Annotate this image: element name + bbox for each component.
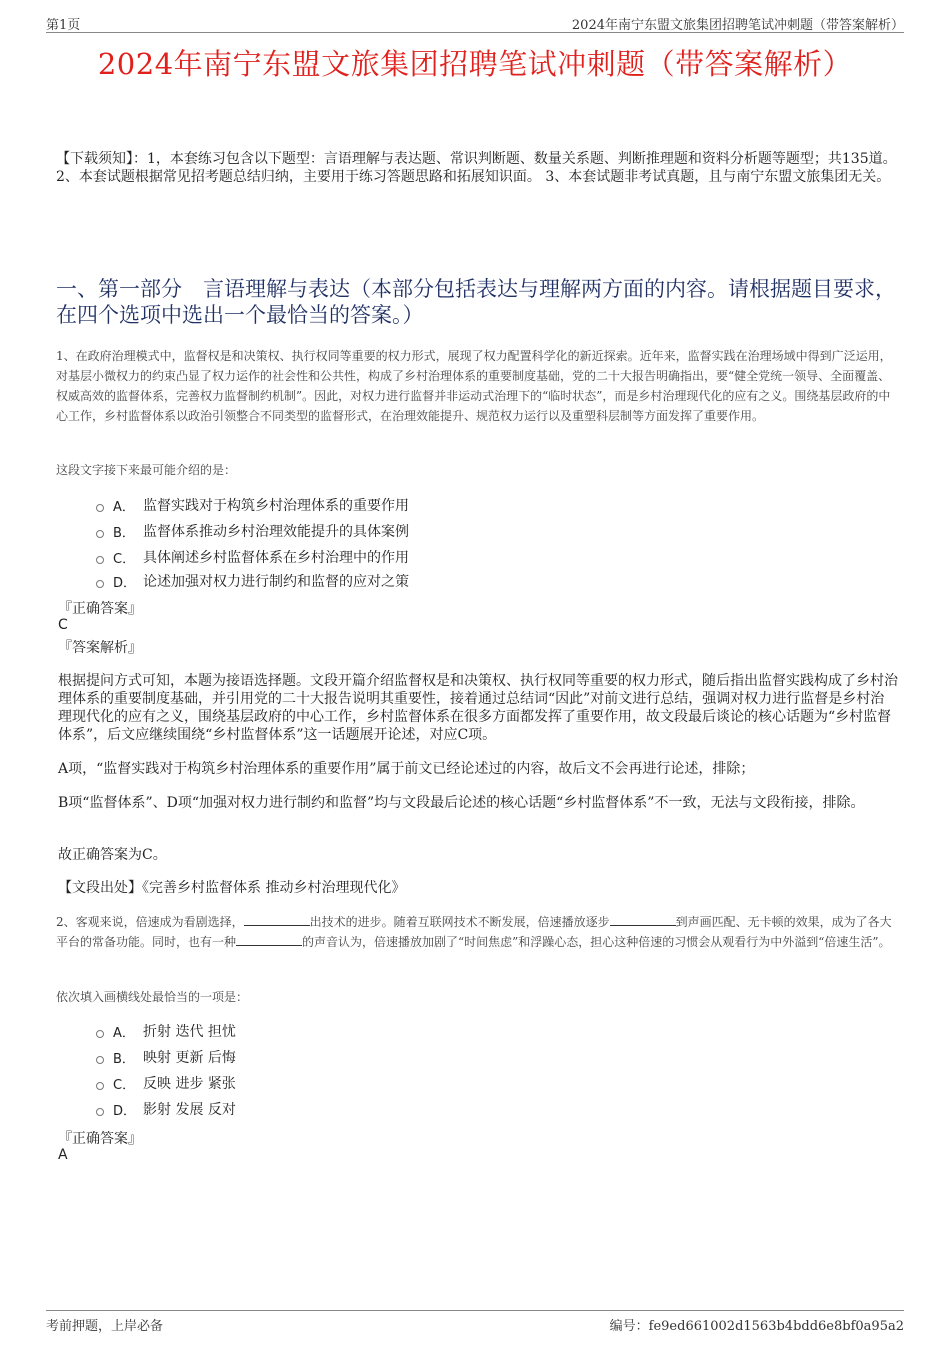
analysis-paragraph: 根据提问方式可知，本题为接语选择题。文段开篇介绍监督权是和决策权、执行权同等重要的权力形式，随后指出监督实践构成了乡村治理体系的重要制度基础，并引用党的二十大报告说明其重要性，接着通过总结词“因此”对前文进行总结，强调对权力进行监督是乡村治理现代化的应有之义，围绕基层政府的中心工作，乡村监督体系在很多方面都发挥了重要作用，故文段最后谈论的核心话题为“乡村监督体系”，后文应继续围绕“乡村监督体系”这一话题展开论述，对应C项。 <box>58 673 898 743</box>
option-d[interactable]: D． 论述加强对权力进行制约和监督的应对之策 <box>96 570 409 592</box>
answer-label: 『正确答案』 <box>58 1131 142 1147</box>
option-d[interactable]: D． 影射 发展 反对 <box>96 1096 236 1122</box>
radio-icon[interactable] <box>96 530 104 538</box>
fill-blank <box>236 933 302 946</box>
header-doc-title: 2024年南宁东盟文旅集团招聘笔试冲刺题（带答案解析） <box>571 18 904 33</box>
analysis-conclusion: 故正确答案为C。 <box>58 847 167 863</box>
question-1-prompt: 这段文字接下来最可能介绍的是： <box>56 463 237 477</box>
passage-source: 【文段出处】《完善乡村监督体系 推动乡村治理现代化》 <box>58 880 406 896</box>
question-1-options <box>96 492 409 592</box>
answer-value: A <box>58 1147 68 1163</box>
radio-icon[interactable] <box>96 556 104 564</box>
page-header <box>46 12 904 33</box>
page-footer <box>46 1310 904 1335</box>
analysis-paragraph: B项“监督体系”、D项“加强对权力进行制约和监督”均与文段最后论述的核心话题“乡村监督体系”不一致，无法与文段衔接，排除。 <box>58 795 865 811</box>
download-notice: 【下载须知】：1，本套练习包含以下题型：言语理解与表达题、常识判断题、数量关系题、判断推理题和资料分析题等题型；共135道。 2、本套试题根据常见招考题总结归纳，主要用于练习答题思路和拓展知识面。 3、本套试题非考试真题，且与南宁东盟文旅集团无关。 <box>56 151 897 185</box>
section-heading: 一、第一部分 言语理解与表达（本部分包括表达与理解两方面的内容。请根据题目要求，在四个选项中选出一个最恰当的答案。） <box>56 277 896 327</box>
question-2-text: 2、客观来说，倍速成为看剧选择， 出技术的进步。随着互联网技术不断发展，倍速播放逐步 到声画匹配、无卡顿的效果，成为了各大平台的常备功能。同时，也有一种 的声音认为，倍速播放加剧了“时间焦虑”和浮躁心态，担心这种倍速的习惯会从观看行为中外溢到“倍速生活”。 <box>56 915 892 949</box>
option-b[interactable]: B． 映射 更新 后悔 <box>96 1044 236 1070</box>
analysis-label: 『答案解析』 <box>58 640 142 656</box>
radio-icon[interactable] <box>96 504 104 512</box>
document-id: 编号：fe9ed661002d1563b4bdd6e8bf0a95a2 <box>609 1319 904 1334</box>
option-a[interactable]: A． 折射 迭代 担忧 <box>96 1018 236 1044</box>
radio-icon[interactable] <box>96 1108 104 1116</box>
footer-slogan: 考前押题，上岸必备 <box>46 1319 164 1334</box>
option-c[interactable]: C． 具体阐述乡村监督体系在乡村治理中的作用 <box>96 544 409 570</box>
radio-icon[interactable] <box>96 1082 104 1090</box>
question-2-prompt: 依次填入画横线处最恰当的一项是： <box>56 990 249 1004</box>
radio-icon[interactable] <box>96 580 104 588</box>
radio-icon[interactable] <box>96 1030 104 1038</box>
radio-icon[interactable] <box>96 1056 104 1064</box>
fill-blank <box>244 913 310 926</box>
option-a[interactable]: A． 监督实践对于构筑乡村治理体系的重要作用 <box>96 492 409 518</box>
fill-blank <box>610 913 676 926</box>
page-title: 2024年南宁东盟文旅集团招聘笔试冲刺题（带答案解析） <box>97 47 853 81</box>
analysis-paragraph: A项，“监督实践对于构筑乡村治理体系的重要作用”属于前文已经论述过的内容，故后文不会再进行论述，排除； <box>58 761 755 777</box>
question-1-text: 1、在政府治理模式中，监督权是和决策权、执行权同等重要的权力形式，展现了权力配置科学化的新近探索。近年来，监督实践在治理场域中得到广泛运用，对基层小微权力的约束凸显了权力运作的社会性和公共性，构成了乡村治理体系的重要制度基础，党的二十大报告明确指出，要“健全党统一领导、全面覆盖、权威高效的监督体系，完善权力监督制约机制”。因此，对权力进行监督并非运动式治理下的“临时状态”，而是乡村治理现代化的应有之义。围绕基层政府的中心工作，乡村监督体系以政治引领整合不同类型的监督形式，在治理效能提升、规范权力运行以及重塑科层制等方面发挥了重要作用。 <box>56 349 892 423</box>
page-number: 第1页 <box>46 18 81 33</box>
answer-value: C <box>58 617 68 633</box>
option-c[interactable]: C． 反映 进步 紧张 <box>96 1070 236 1096</box>
option-b[interactable]: B． 监督体系推动乡村治理效能提升的具体案例 <box>96 518 409 544</box>
answer-label: 『正确答案』 <box>58 601 142 617</box>
question-2-options <box>96 1018 236 1122</box>
